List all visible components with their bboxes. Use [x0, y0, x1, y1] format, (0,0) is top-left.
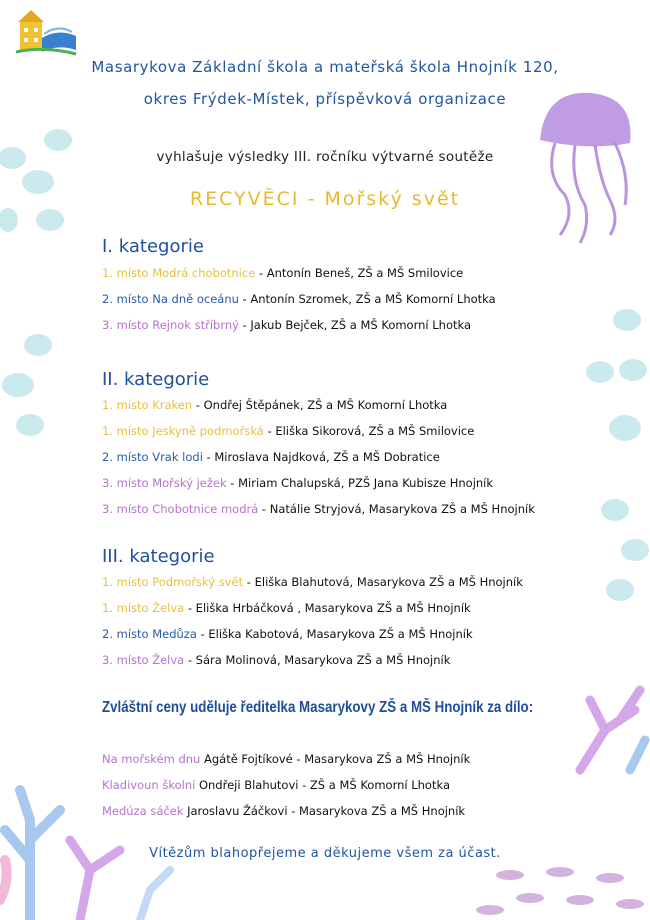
- result-line: [102, 424, 474, 438]
- place-label: 1. místo Kraken: [102, 398, 193, 412]
- result-line: [102, 601, 471, 615]
- winner: Jaroslavu Žáčkovi - Masarykova ZŠ a MŠ Hnojník: [183, 804, 466, 818]
- school-logo: [14, 8, 80, 58]
- winner: - Antonín Beneš, ZŠ a MŠ Smilovice: [255, 266, 464, 280]
- category-1-heading: I. kategorie: [102, 236, 204, 257]
- winner: Agátě Fojtíkové - Masarykova ZŠ a MŠ Hnojník: [200, 752, 471, 766]
- result-line: [102, 575, 523, 589]
- jellyfish-pattern-left: [0, 120, 90, 450]
- special-prize-line: [102, 752, 470, 766]
- place-label: 3. místo Rejnok stříbrný: [102, 318, 239, 332]
- winner: - Natálie Stryjová, Masarykova ZŠ a MŠ Hnojník: [258, 502, 535, 516]
- category-3-heading: III. kategorie: [102, 546, 215, 567]
- result-line: [102, 502, 535, 516]
- special-prize-line: [102, 804, 465, 818]
- coral-right: [560, 670, 650, 780]
- jellyfish-illustration: [530, 85, 645, 245]
- winner: - Jakub Bejček, ZŠ a MŠ Komorní Lhotka: [238, 318, 471, 332]
- result-line: [102, 398, 447, 412]
- place-label: 1. místo Jeskyně podmořská: [102, 424, 264, 438]
- work-title: Na mořském dnu: [102, 752, 201, 766]
- winner: - Sára Molinová, Masarykova ZŠ a MŠ Hnojník: [184, 653, 451, 667]
- result-line: [102, 266, 463, 280]
- result-line: [102, 653, 450, 667]
- winner: - Eliška Blahutová, Masarykova ZŠ a MŠ Hnojník: [243, 575, 523, 589]
- winner: - Eliška Sikorová, ZŠ a MŠ Smilovice: [263, 424, 475, 438]
- result-line: [102, 627, 473, 641]
- work-title: Medúza sáček: [102, 804, 184, 818]
- special-prize-line: [102, 778, 450, 792]
- winner: - Miroslava Najdková, ZŠ a MŠ Dobratice: [202, 450, 440, 464]
- result-line: [102, 292, 496, 306]
- work-title: Kladivoun školní: [102, 778, 196, 792]
- place-label: 3. místo Mořský ježek: [102, 476, 227, 490]
- place-label: 1. místo Podmořský svět: [102, 575, 244, 589]
- school-name-line1: Masarykova Základní škola a mateřská škola Hnojník 120,: [91, 58, 559, 76]
- special-prizes-heading: Zvláštní ceny uděluje ředitelka Masarykovy ZŠ a MŠ Hnojník za dílo:: [102, 699, 534, 716]
- place-label: 2. místo Vrak lodi: [102, 450, 203, 464]
- result-line: [102, 476, 493, 490]
- winner: Ondřeji Blahutovi - ZŠ a MŠ Komorní Lhotka: [195, 778, 450, 792]
- fish-school: [470, 860, 650, 920]
- place-label: 1. místo Modrá chobotnice: [102, 266, 256, 280]
- place-label: 3. místo Želva: [102, 653, 185, 667]
- place-label: 1. místo Želva: [102, 601, 185, 615]
- contest-title: RECYVĚCI - Mořský svět: [189, 188, 461, 210]
- winner: - Antonín Szromek, ZŠ a MŠ Komorní Lhotka: [238, 292, 496, 306]
- announcement: vyhlašuje výsledky III. ročníku výtvarné soutěže: [156, 149, 494, 165]
- school-name-line2: okres Frýdek-Místek, příspěvková organizace: [143, 90, 507, 108]
- place-label: 3. místo Chobotnice modrá: [102, 502, 259, 516]
- coral-bottom-left: [0, 720, 190, 920]
- winner: - Eliška Kabotová, Masarykova ZŠ a MŠ Hnojník: [196, 627, 473, 641]
- winner: - Eliška Hrbáčková , Masarykova ZŠ a MŠ Hnojník: [184, 601, 471, 615]
- place-label: 2. místo Na dně oceánu: [102, 292, 239, 306]
- place-label: 2. místo Medůza: [102, 627, 197, 641]
- jellyfish-pattern-right: [585, 300, 650, 620]
- result-line: [102, 450, 440, 464]
- winner: - Miriam Chalupská, PZŠ Jana Kubisze Hnojník: [226, 476, 494, 490]
- winner: - Ondřej Štěpánek, ZŠ a MŠ Komorní Lhotka: [192, 398, 448, 412]
- closing-message: Vítězům blahopřejeme a děkujeme všem za účast.: [149, 846, 501, 861]
- category-2-heading: II. kategorie: [102, 369, 210, 390]
- result-line: [102, 318, 471, 332]
